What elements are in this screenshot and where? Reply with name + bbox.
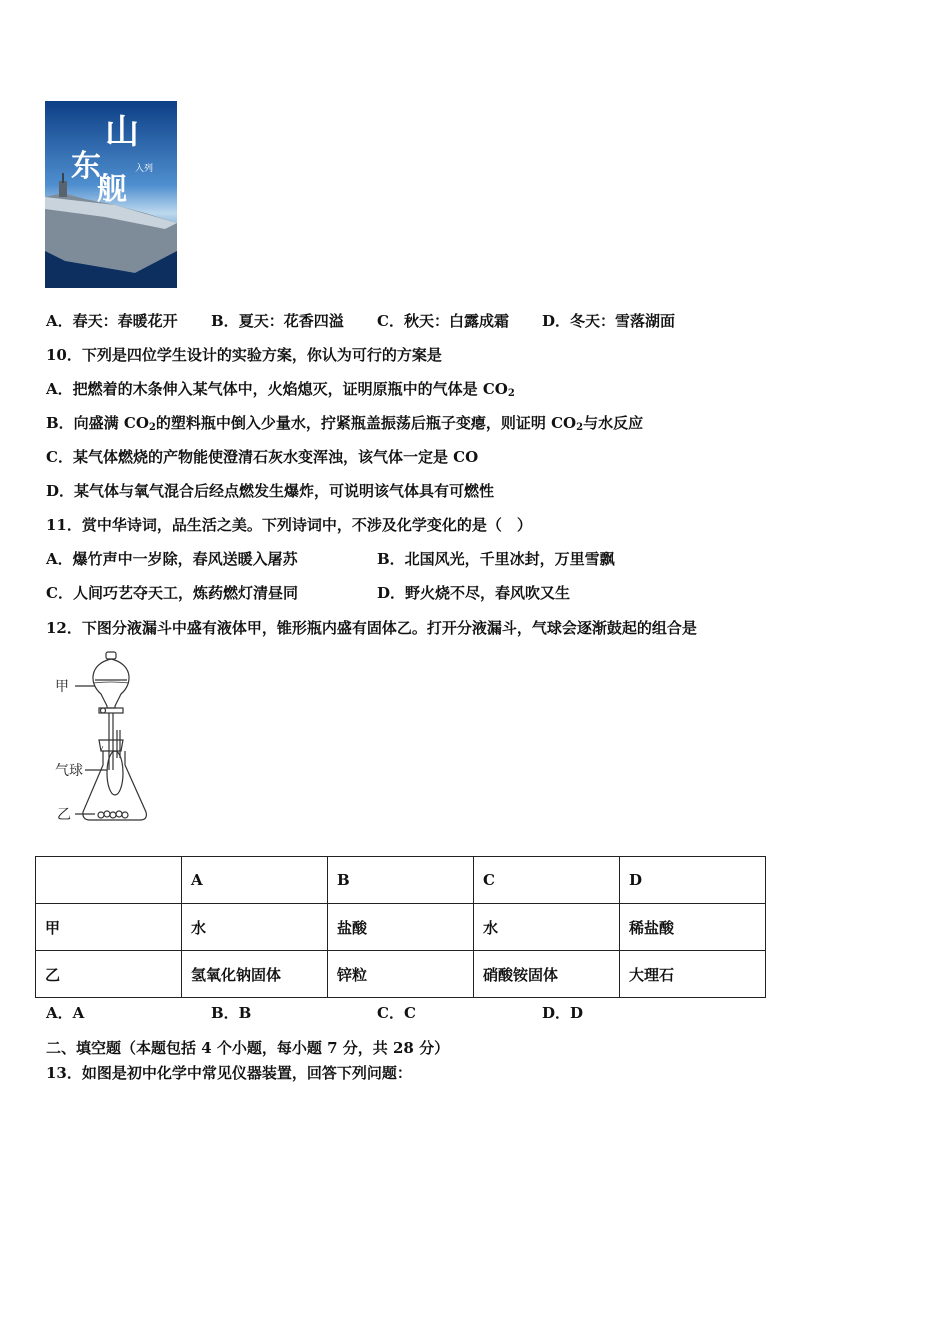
q12-option-b: B．B <box>211 1004 252 1022</box>
q11-stem: 11．赏中华诗词，品生活之美。下列诗词中，不涉及化学变化的是（ ） <box>46 516 532 534</box>
poster-title-char-3: 舰 <box>97 172 127 207</box>
q12-option-d: D．D <box>542 1004 584 1022</box>
table-cell: C <box>474 857 620 904</box>
q12-stem: 12．下图分液漏斗中盛有液体甲，锥形瓶内盛有固体乙。打开分液漏斗，气球会逐渐鼓起的组合是 <box>46 619 697 637</box>
q11-option-b: B．北国风光，千里冰封，万里雪飘 <box>377 550 615 568</box>
table-cell: A <box>182 857 328 904</box>
q9-option-a: A．春天：春暖花开 <box>46 312 178 330</box>
table-cell: 大理石 <box>620 951 766 998</box>
table-header-row <box>36 857 766 904</box>
q11-option-a: A．爆竹声中一岁除，春风送暖入屠苏 <box>46 550 298 568</box>
table-row <box>36 904 766 951</box>
q10-stem: 10．下列是四位学生设计的实验方案，你认为可行的方案是 <box>46 346 442 364</box>
table-cell: 水 <box>182 904 328 951</box>
label-yi: 乙 <box>57 807 71 823</box>
q12-option-a: A．A <box>46 1004 85 1022</box>
table-cell: 乙 <box>36 951 182 998</box>
q10-option-c: C．某气体燃烧的产物能使澄清石灰水变浑浊，该气体一定是 CO <box>46 448 479 466</box>
q9-option-c: C．秋天：白露成霜 <box>377 312 509 330</box>
q11-option-c: C．人间巧艺夺天工，炼药燃灯清昼同 <box>46 584 298 602</box>
shandong-ship-poster-image <box>45 101 177 288</box>
poster-side-text: 入列 <box>135 164 154 174</box>
table-cell: 硝酸铵固体 <box>474 951 620 998</box>
label-balloon: 气球 <box>55 763 83 779</box>
q12-combination-table <box>35 856 766 998</box>
q9-option-b: B．夏天：花香四溢 <box>211 312 344 330</box>
q12-option-c: C．C <box>377 1004 416 1022</box>
section-2-title: 二、填空题（本题包括 4 个小题，每小题 7 分，共 28 分） <box>46 1039 450 1057</box>
q10-option-d: D．某气体与氧气混合后经点燃发生爆炸，可说明该气体具有可燃性 <box>46 482 495 500</box>
table-cell: 甲 <box>36 904 182 951</box>
separatory-funnel-flask-diagram <box>55 650 165 828</box>
table-cell: 水 <box>474 904 620 951</box>
q11-option-d: D．野火烧不尽，春风吹又生 <box>377 584 571 602</box>
table-cell: D <box>620 857 766 904</box>
table-row <box>36 951 766 998</box>
poster-title-char-2: 东 <box>71 149 101 184</box>
table-cell: 氢氧化钠固体 <box>182 951 328 998</box>
q10-option-b: B．向盛满 $CO_2$的塑料瓶中倒入少量水，拧紧瓶盖振荡后瓶子变瘪，则证明 $CO_2$与水反应 <box>46 414 644 433</box>
poster-title-char-1: 山 <box>105 112 139 152</box>
table-cell: 稀盐酸 <box>620 904 766 951</box>
q9-option-d: D．冬天：雪落湖面 <box>542 312 676 330</box>
table-cell: 锌粒 <box>328 951 474 998</box>
table-cell <box>36 857 182 904</box>
q10-option-a: A．把燃着的木条伸入某气体中，火焰熄灭，证明原瓶中的气体是 $CO_2$ <box>46 380 515 399</box>
table-cell: 盐酸 <box>328 904 474 951</box>
table-cell: B <box>328 857 474 904</box>
label-jia: 甲 <box>55 679 69 695</box>
q13-stem: 13．如图是初中化学中常见仪器装置，回答下列问题： <box>46 1064 412 1082</box>
